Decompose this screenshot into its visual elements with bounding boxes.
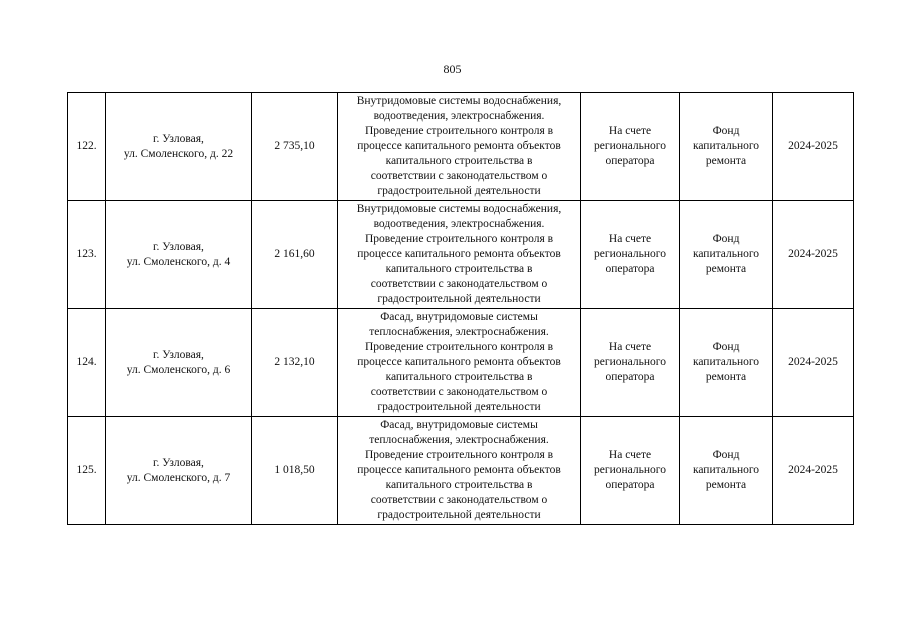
period-cell: 2024-2025 <box>773 417 854 525</box>
repair-program-table <box>67 92 854 525</box>
description-line: капитального строительства в <box>385 371 533 383</box>
address-line: г. Узловая, <box>153 132 204 145</box>
account-line: оператора <box>605 371 655 383</box>
cost-cell: 2 161,60 <box>252 201 338 309</box>
cost-cell: 2 735,10 <box>252 93 338 201</box>
page-number: 805 <box>443 62 462 76</box>
row-number: 124. <box>68 309 106 417</box>
account-cell <box>581 201 680 309</box>
description-line: Проведение строительного контроля в <box>364 449 554 461</box>
address-line: ул. Смоленского, д. 22 <box>123 147 234 160</box>
fund-line: капитального <box>692 464 760 476</box>
account-cell <box>581 417 680 525</box>
address-line: г. Узловая, <box>153 240 204 253</box>
fund-line: Фонд <box>712 449 740 461</box>
description-line: Проведение строительного контроля в <box>364 341 554 353</box>
fund-cell <box>680 309 773 417</box>
fund-cell <box>680 201 773 309</box>
description-line: градостроительной деятельности <box>377 509 541 521</box>
address-cell <box>106 417 252 525</box>
account-cell <box>581 93 680 201</box>
table-row <box>68 309 854 417</box>
description-line: процессе капитального ремонта объектов <box>357 356 561 368</box>
address-cell <box>106 201 252 309</box>
description-line: процессе капитального ремонта объектов <box>357 140 561 152</box>
cost-cell: 1 018,50 <box>252 417 338 525</box>
table-row <box>68 201 854 309</box>
period-cell: 2024-2025 <box>773 309 854 417</box>
fund-line: капитального <box>692 248 760 260</box>
account-line: оператора <box>605 155 655 167</box>
account-cell <box>581 309 680 417</box>
description-line: соответствии с законодательством о <box>370 386 548 398</box>
fund-line: ремонта <box>705 371 747 383</box>
description-cell <box>338 417 581 525</box>
description-line: водоотведения, электроснабжения. <box>373 218 545 230</box>
description-line: градостроительной деятельности <box>377 293 541 305</box>
account-line: На счете <box>608 125 652 137</box>
address-line: ул. Смоленского, д. 6 <box>126 363 231 376</box>
account-line: регионального <box>594 464 666 476</box>
period-cell: 2024-2025 <box>773 201 854 309</box>
account-line: На счете <box>608 233 652 245</box>
description-cell <box>338 309 581 417</box>
fund-line: капитального <box>692 140 760 152</box>
description-line: Внутридомовые системы водоснабжения, <box>356 95 562 107</box>
fund-line: Фонд <box>712 341 740 353</box>
address-line: ул. Смоленского, д. 4 <box>126 255 231 268</box>
table-row <box>68 93 854 201</box>
description-cell <box>338 201 581 309</box>
fund-line: ремонта <box>705 263 747 275</box>
row-number: 123. <box>68 201 106 309</box>
description-line: капитального строительства в <box>385 155 533 167</box>
row-number: 125. <box>68 417 106 525</box>
description-line: теплоснабжения, электроснабжения. <box>369 326 549 338</box>
description-line: градостроительной деятельности <box>377 401 541 413</box>
description-line: теплоснабжения, электроснабжения. <box>369 434 549 446</box>
description-line: процессе капитального ремонта объектов <box>357 464 561 476</box>
account-line: регионального <box>594 356 666 368</box>
description-line: капитального строительства в <box>385 479 533 491</box>
address-line: г. Узловая, <box>153 456 204 469</box>
cost-cell: 2 132,10 <box>252 309 338 417</box>
account-line: оператора <box>605 479 655 491</box>
account-line: регионального <box>594 140 666 152</box>
address-cell <box>106 309 252 417</box>
description-line: процессе капитального ремонта объектов <box>357 248 561 260</box>
description-line: капитального строительства в <box>385 263 533 275</box>
description-line: соответствии с законодательством о <box>370 278 548 290</box>
fund-line: Фонд <box>712 125 740 137</box>
account-line: регионального <box>594 248 666 260</box>
table-row <box>68 417 854 525</box>
fund-cell <box>680 93 773 201</box>
description-line: градостроительной деятельности <box>377 185 541 197</box>
description-line: водоотведения, электроснабжения. <box>373 110 545 122</box>
description-line: соответствии с законодательством о <box>370 494 548 506</box>
address-line: г. Узловая, <box>153 348 204 361</box>
description-line: соответствии с законодательством о <box>370 170 548 182</box>
fund-line: ремонта <box>705 479 747 491</box>
row-number: 122. <box>68 93 106 201</box>
account-line: На счете <box>608 341 652 353</box>
address-line: ул. Смоленского, д. 7 <box>126 471 231 484</box>
description-line: Фасад, внутридомовые системы <box>380 419 538 431</box>
description-line: Проведение строительного контроля в <box>364 233 554 245</box>
fund-line: ремонта <box>705 155 747 167</box>
fund-line: Фонд <box>712 233 740 245</box>
description-line: Внутридомовые системы водоснабжения, <box>356 203 562 215</box>
address-cell <box>106 93 252 201</box>
description-line: Проведение строительного контроля в <box>364 125 554 137</box>
description-line: Фасад, внутридомовые системы <box>380 311 538 323</box>
period-cell: 2024-2025 <box>773 93 854 201</box>
account-line: оператора <box>605 263 655 275</box>
fund-cell <box>680 417 773 525</box>
fund-line: капитального <box>692 356 760 368</box>
account-line: На счете <box>608 449 652 461</box>
description-cell <box>338 93 581 201</box>
